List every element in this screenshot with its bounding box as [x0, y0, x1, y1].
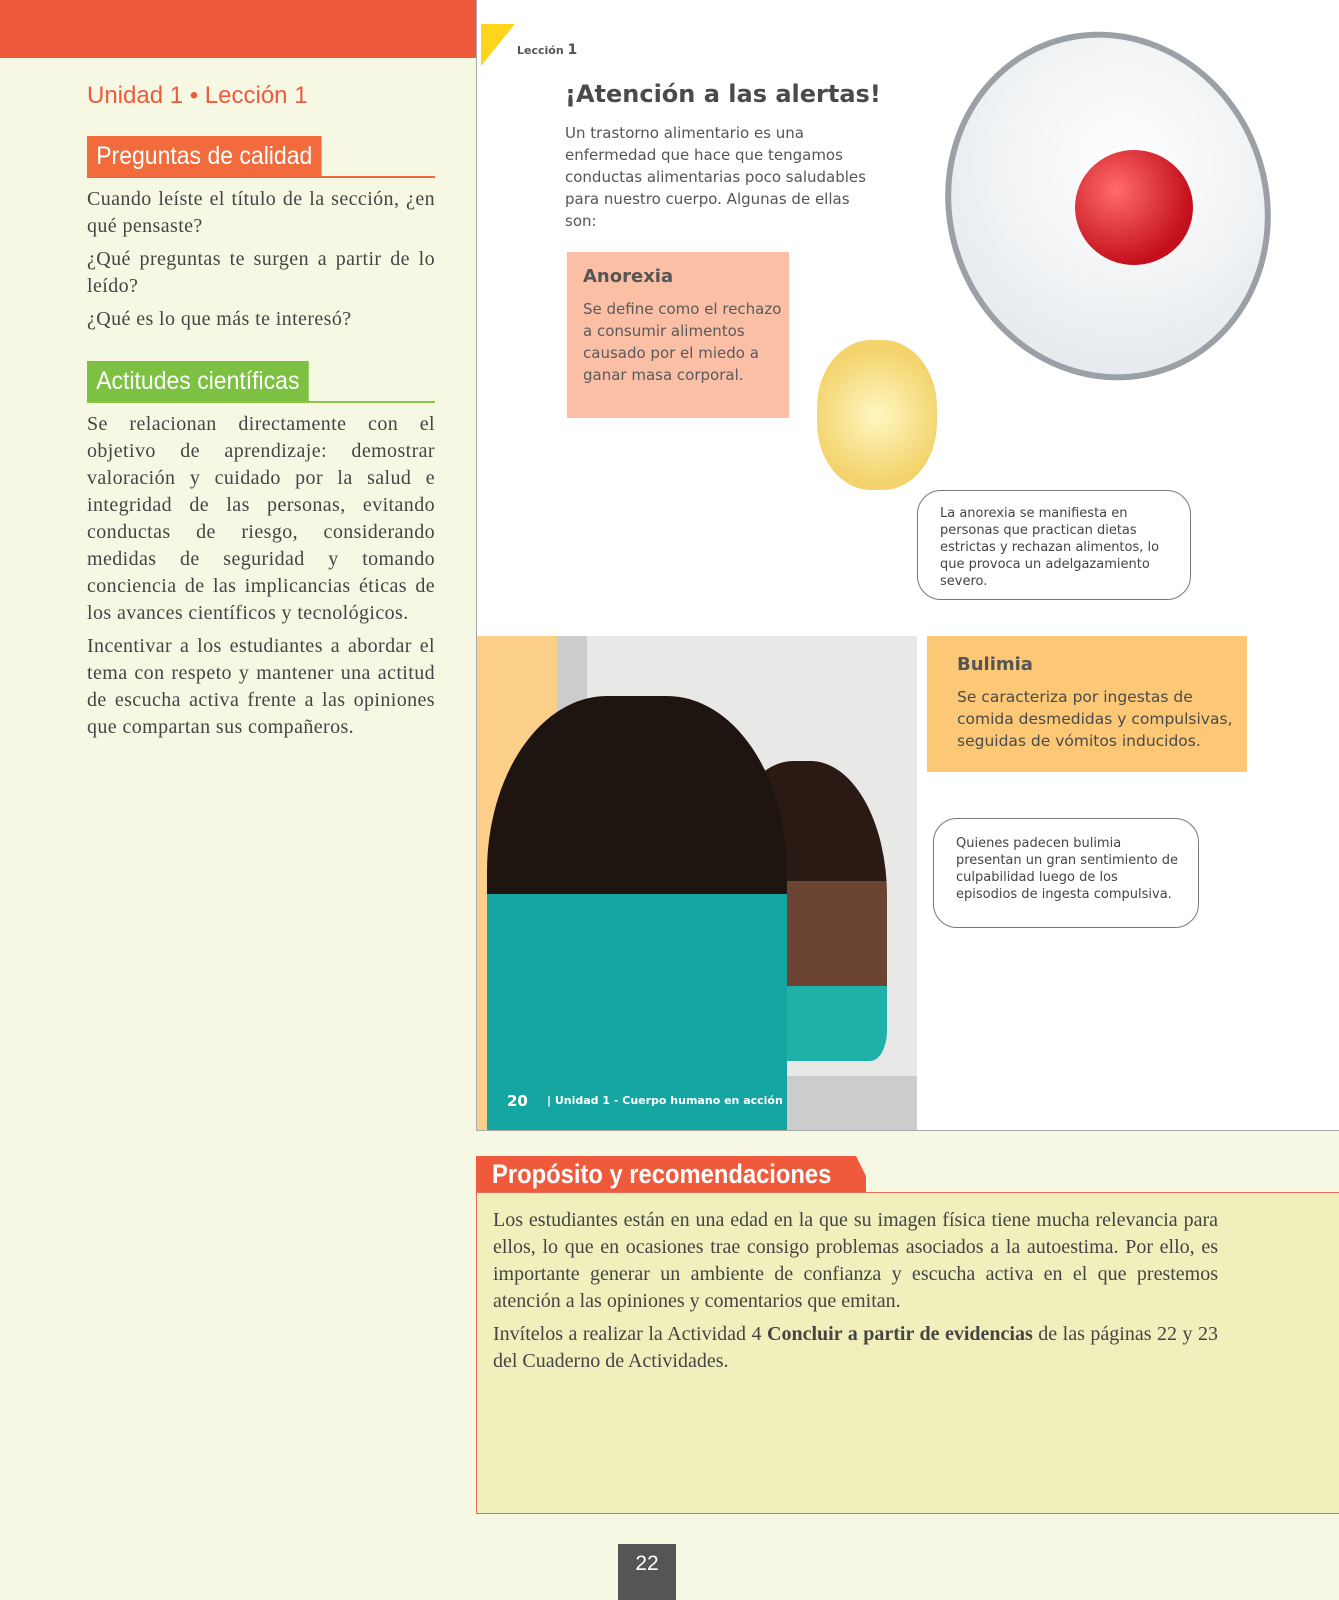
page-number: 22 — [618, 1544, 676, 1600]
photo-girl-back — [487, 696, 787, 1130]
anorexia-speech-bubble: La anorexia se manifiesta en personas que practican dietas estrictas y rechazan alimentos, lo que provoca un adelgazamiento severo. — [917, 490, 1191, 600]
lesson-yellow-tab — [481, 24, 515, 66]
anorexia-box — [567, 252, 789, 418]
purpose-paragraph: Los estudiantes están en una edad en la que su imagen física tiene mucha relevancia para ellos, lo que en ocasiones trae consigo problemas asociados a la autoestima. Por ello, es importante generar un ambiente de confianza y escucha activa en el que prestemos atención a las opiniones y comentarios que emitan. — [493, 1209, 1218, 1312]
lesson-label-text: Lección — [517, 44, 564, 57]
attitudes-paragraph: Incentivar a los estudiantes a abordar el tema con respeto y mantener una actitud de escucha activa frente a las opiniones que compartan sus compañeros. — [87, 635, 435, 738]
girl-mirror-photo — [477, 636, 917, 1130]
textbook-title: ¡Atención a las alertas! — [565, 80, 881, 108]
scientific-attitudes-header — [87, 361, 435, 403]
purpose-paragraph-activity — [493, 1321, 1218, 1375]
purpose-heading: Propósito y recomendaciones — [492, 1159, 832, 1189]
quality-questions-header — [87, 136, 435, 178]
activity-text-pre: Invítelos a realizar la Actividad 4 — [493, 1323, 768, 1345]
attitudes-paragraph: Se relacionan directamente con el objetivo de aprendizaje: demostrar valoración y cuidado por la salud e integridad de las personas, evitando conductas de riesgo, considerando medidas de seguridad y tomando conciencia de las implicancias éticas de los avances científicos y tecnológicos. — [87, 413, 435, 624]
activity-text-post: de las páginas 22 y 23 del Cuaderno de Actividades. — [493, 1323, 1219, 1372]
lesson-label — [517, 42, 577, 58]
bulimia-title: Bulimia — [957, 654, 1033, 675]
activity-name: Concluir a partir de evidencias — [767, 1323, 1033, 1345]
question-item: Cuando leíste el título de la sección, ¿en qué pensaste? — [87, 188, 435, 237]
purpose-box — [476, 1192, 1339, 1514]
question-item: ¿Qué es lo que más te interesó? — [87, 308, 352, 330]
teacher-sidebar — [87, 78, 435, 747]
top-color-bar — [0, 0, 476, 58]
bulimia-text: Se caracteriza por ingestas de comida desmedidas y compulsivas, seguidas de vómitos inducidos. — [957, 688, 1233, 750]
textbook-footer-unit: | Unidad 1 - Cuerpo humano en acción — [547, 1094, 783, 1107]
anorexia-text: Se define como el rechazo a consumir alimentos causado por el miedo a ganar masa corporal. — [583, 300, 782, 384]
red-apple-image — [1075, 150, 1193, 265]
quality-questions-heading: Preguntas de calidad — [87, 136, 321, 176]
bulimia-box — [927, 636, 1247, 772]
question-item: ¿Qué preguntas te surgen a partir de lo leído? — [87, 248, 435, 297]
bulimia-speech-bubble: Quienes padecen bulimia presentan un gran sentimiento de culpabilidad luego de los episodios de ingesta compulsiva. — [933, 818, 1199, 928]
textbook-page-reproduction — [476, 0, 1339, 1131]
apple-core-image — [817, 340, 937, 490]
lesson-number: 1 — [567, 42, 578, 58]
textbook-page-number: 20 — [507, 1092, 528, 1110]
textbook-intro: Un trastorno alimentario es una enfermedad que hace que tengamos conductas alimentarias poco saludables para nuestro cuerpo. Algunas de ellas son: — [565, 124, 866, 230]
purpose-body — [493, 1207, 1218, 1381]
anorexia-title: Anorexia — [583, 266, 674, 287]
scientific-attitudes-heading: Actitudes científicas — [87, 361, 309, 401]
unit-lesson-title: Unidad 1 • Lección 1 — [87, 82, 308, 109]
